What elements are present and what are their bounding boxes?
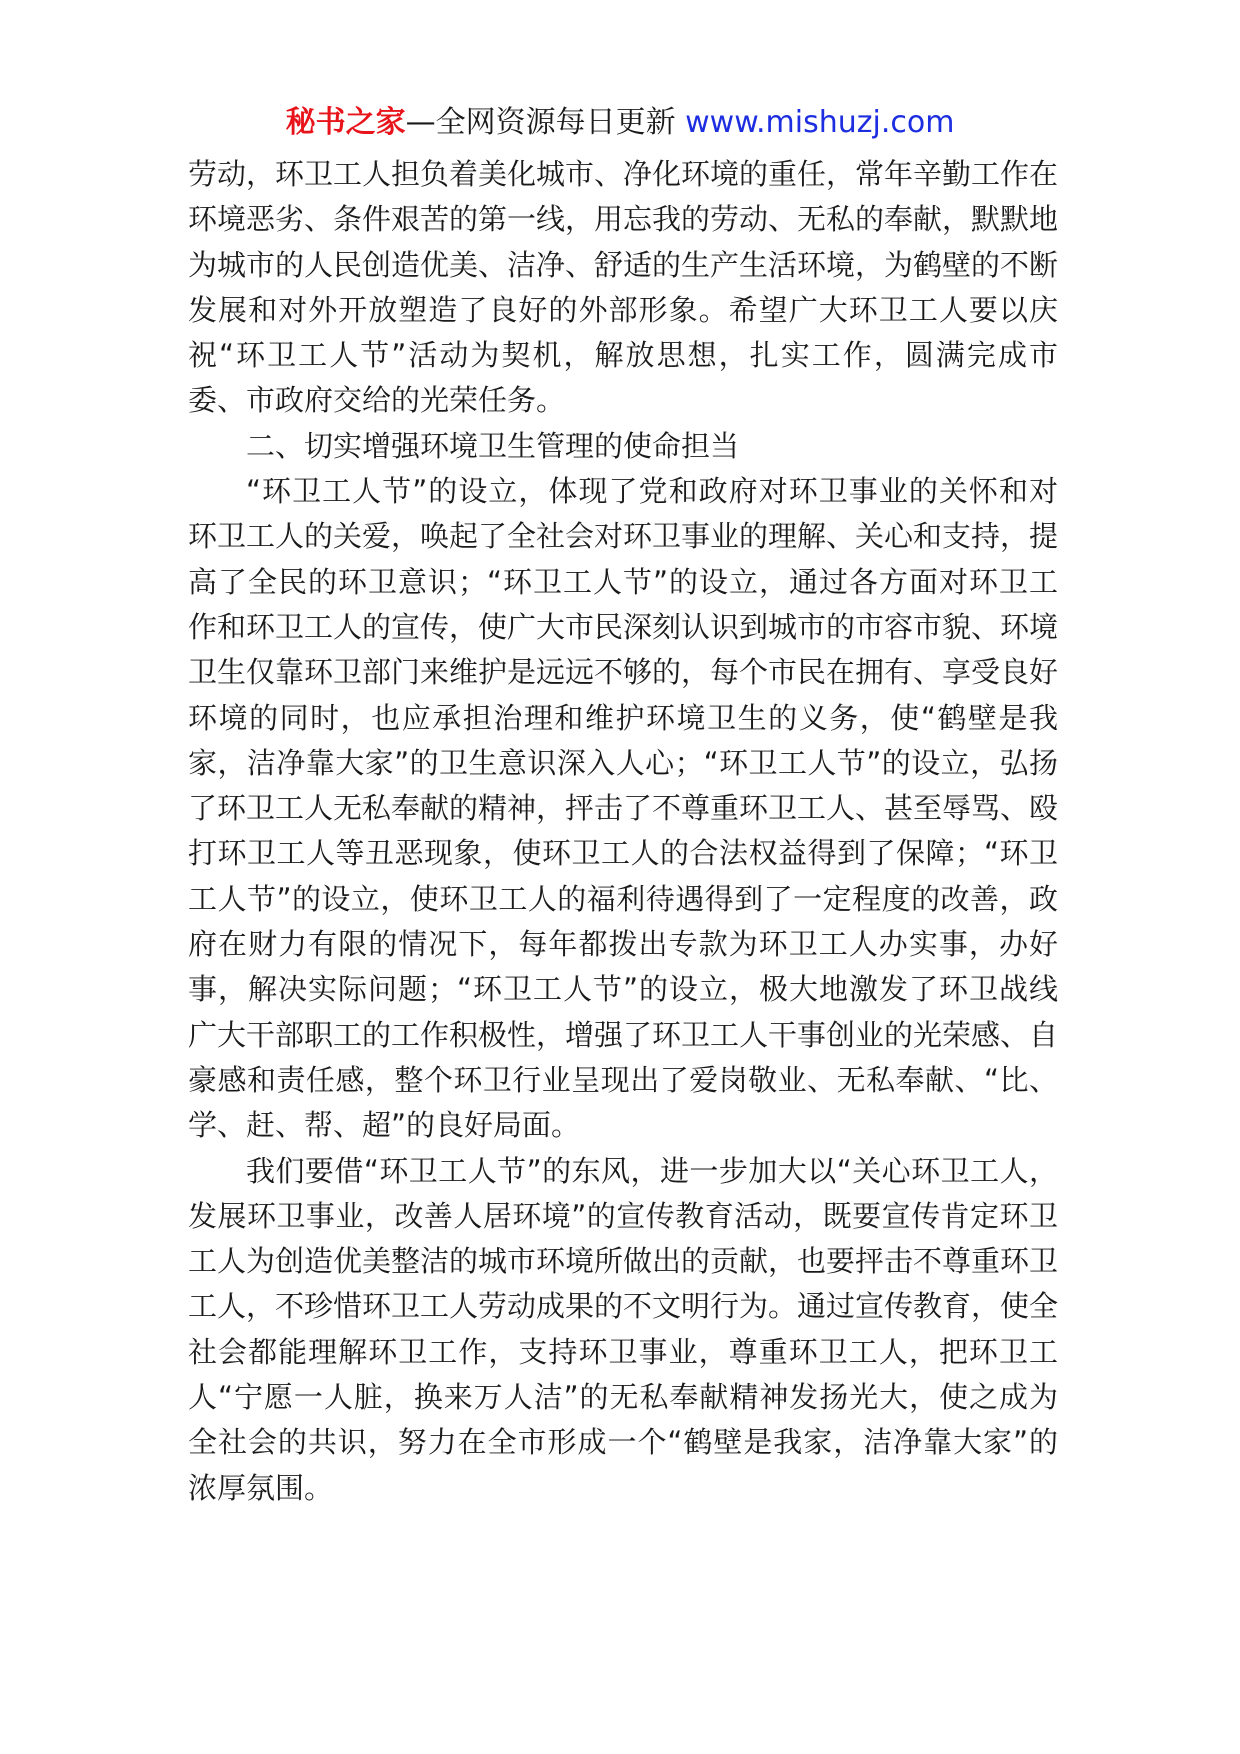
page-header: [0, 103, 1240, 143]
section-heading-2: 二、切实增强环境卫生管理的使命担当: [246, 428, 740, 463]
header-url-link[interactable]: www.mishuzj.com: [685, 105, 955, 140]
paragraph-1: 劳动，环卫工人担负着美化城市、净化环境的重任，常年辛勤工作在环境恶劣、条件艰苦的第一线，用忘我的劳动、无私的奉献，默默地为城市的人民创造优美、洁净、舒适的生产生活环境，为鹤壁的不断发展和对外开放塑造了良好的外部形象。希望广大环卫工人要以庆祝“环卫工人节”活动为契机，解放思想，扎实工作，圆满完成市委、市政府交给的光荣任务。: [188, 157, 1059, 418]
paragraph-2: “环卫工人节”的设立，体现了党和政府对环卫事业的关怀和对环卫工人的关爱，唤起了全社会对环卫事业的理解、关心和支持，提高了全民的环卫意识；“环卫工人节”的设立，通过各方面对环卫工作和环卫工人的宣传，使广大市民深刻认识到城市的市容市貌、环境卫生仅靠环卫部门来维护是远远不够的，每个市民在拥有、享受良好环境的同时，也应承担治理和维护环境卫生的义务，使“鹤壁是我家，洁净靠大家”的卫生意识深入人心；“环卫工人节”的设立，弘扬了环卫工人无私奉献的精神，抨击了不尊重环卫工人、甚至辱骂、殴打环卫工人等丑恶现象，使环卫工人的合法权益得到了保障；“环卫工人节”的设立，使环卫工人的福利待遇得到了一定程度的改善，政府在财力有限的情况下，每年都拨出专款为环卫工人办实事，办好事，解决实际问题；“环卫工人节”的设立，极大地激发了环卫战线广大干部职工的工作积极性，增强了环卫工人干事创业的光荣感、自豪感和责任感，整个环卫行业呈现出了爱岗敬业、无私奉献、“比、学、赶、帮、超”的良好局面。: [188, 474, 1059, 1143]
document-body: [188, 152, 1058, 1511]
header-tagline: —全网资源每日更新: [405, 105, 686, 140]
brand-name: 秘书之家: [285, 105, 406, 140]
paragraph-3: 我们要借“环卫工人节”的东风，进一步加大以“关心环卫工人，发展环卫事业，改善人居环境”的宣传教育活动，既要宣传肯定环卫工人为创造优美整洁的城市环境所做出的贡献，也要抨击不尊重环卫工人，不珍惜环卫工人劳动成果的不文明行为。通过宣传教育，使全社会都能理解环卫工作，支持环卫事业，尊重环卫工人，把环卫工人“宁愿一人脏，换来万人洁”的无私奉献精神发扬光大，使之成为全社会的共识，努力在全市形成一个“鹤壁是我家，洁净靠大家”的浓厚氛围。: [188, 1153, 1059, 1505]
